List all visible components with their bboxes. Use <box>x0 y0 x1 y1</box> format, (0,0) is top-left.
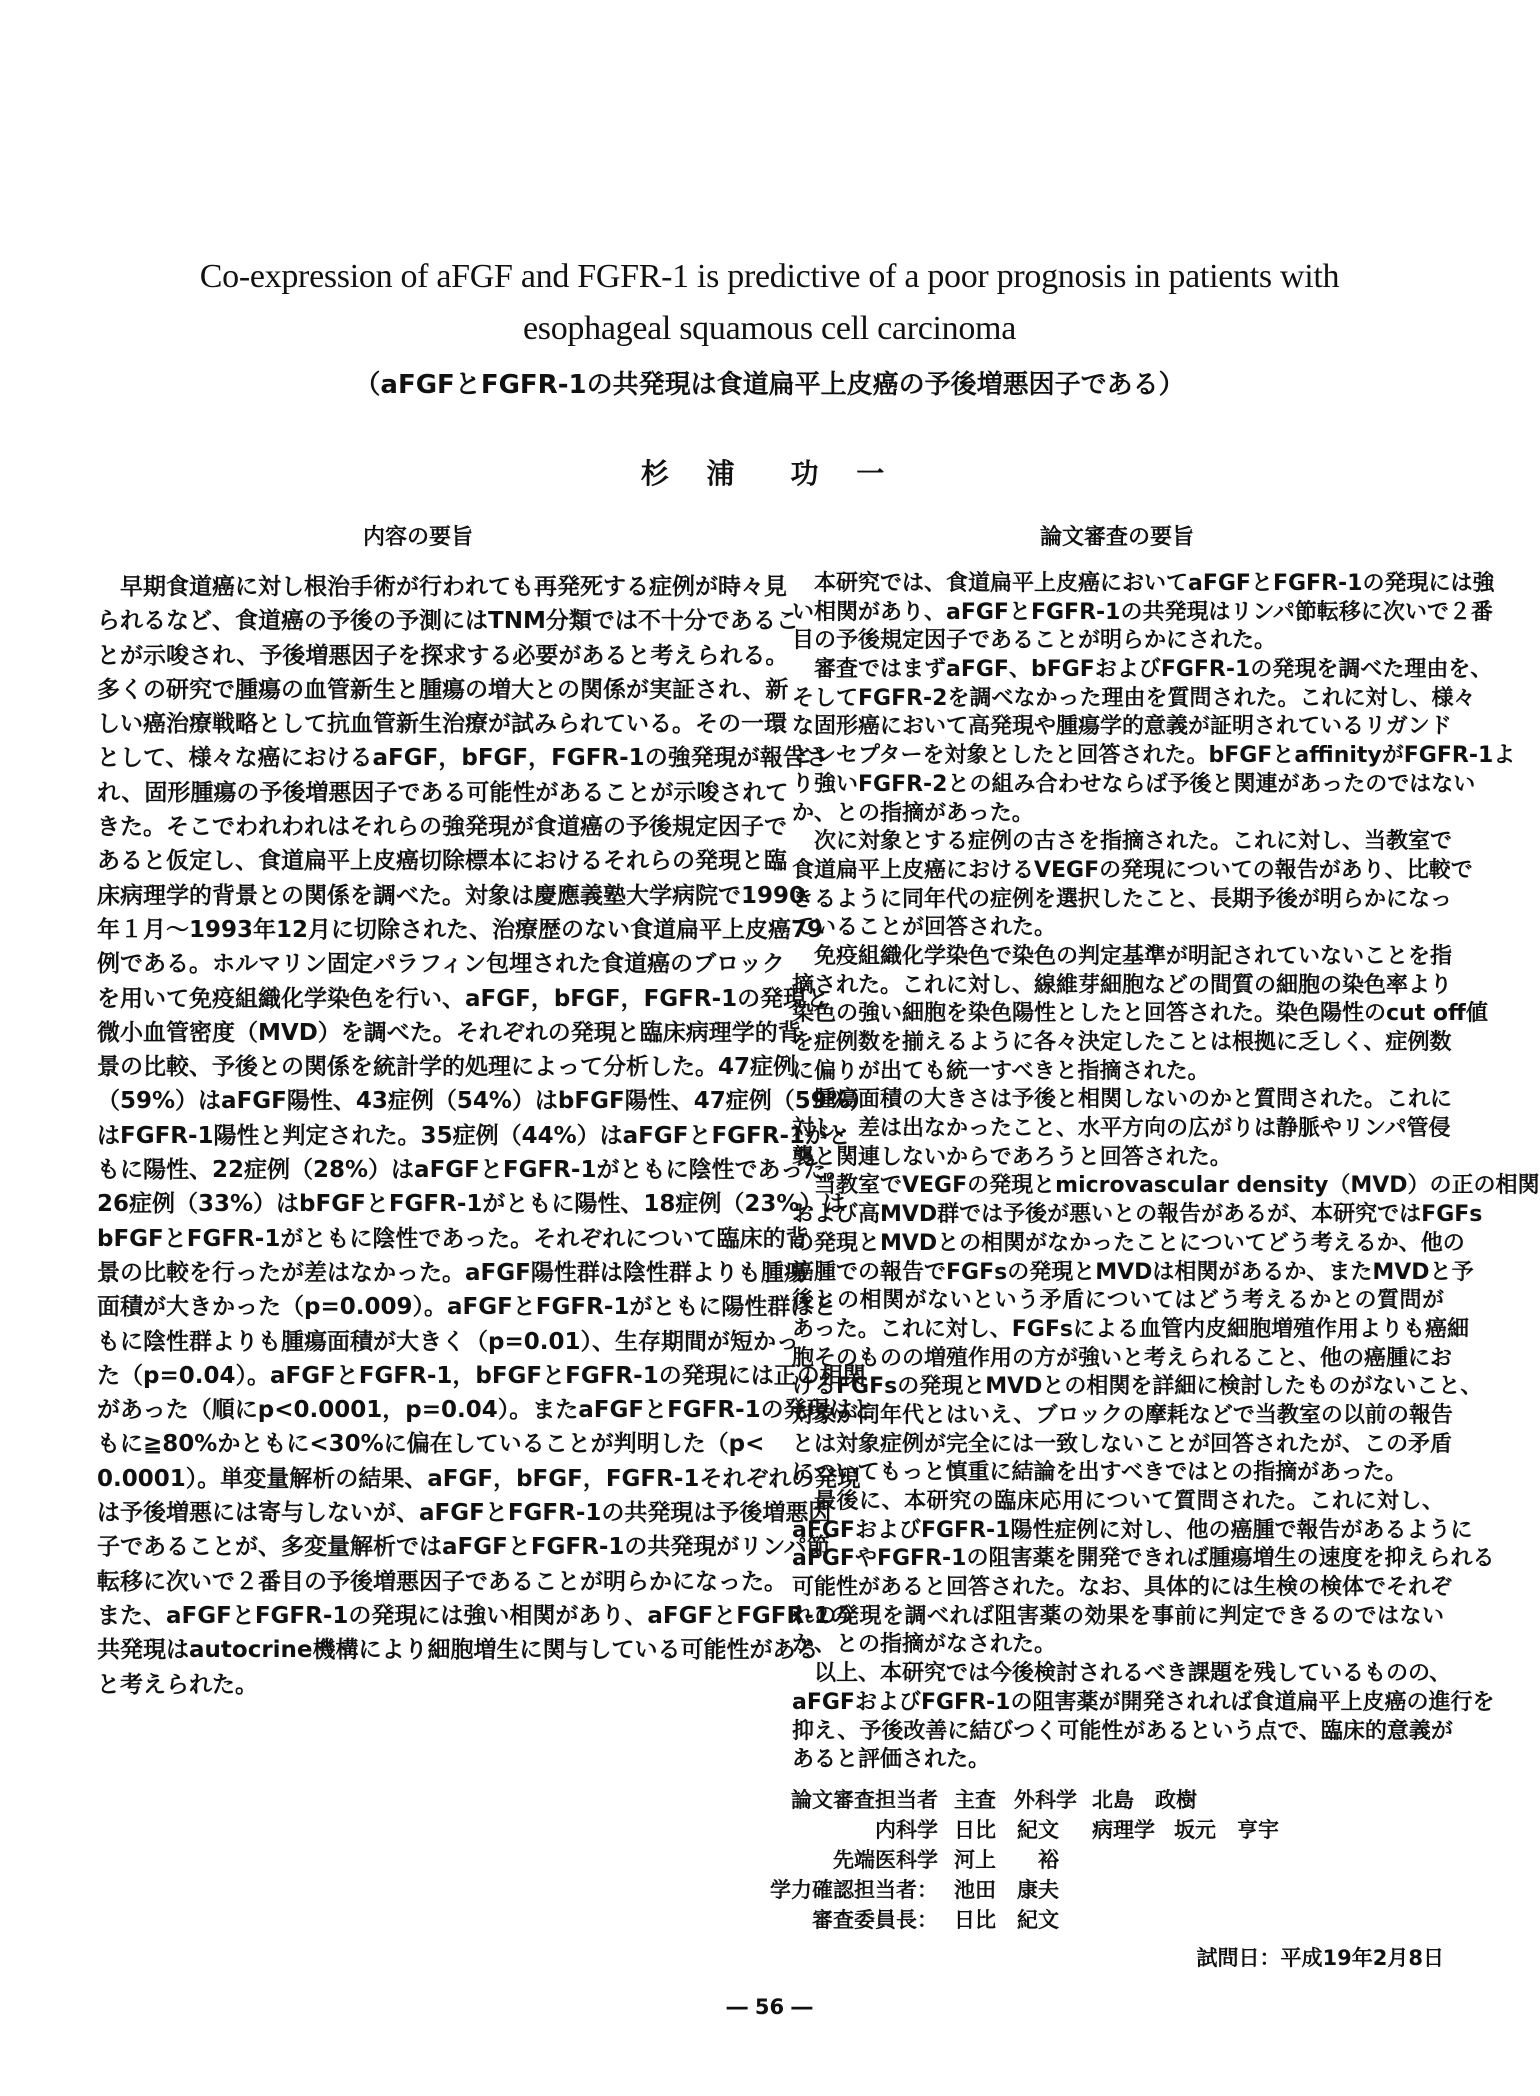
text-line: あると仮定し、食道扁平上皮癌切除標本におけるそれらの発現と臨 <box>97 848 787 875</box>
text-line: 胞そのものの増殖作用の方が強いと考えられること、他の癌腫にお <box>792 1345 1453 1371</box>
text-line: 微小血管密度（MVD）を調べた。それぞれの発現と臨床病理学的背 <box>97 1019 801 1046</box>
text-line: られるなど、食道癌の予後の予測にはTNM分類では不十分であるこ <box>97 608 799 635</box>
reviewer-name: 日比 紀文 <box>954 1908 1059 1932</box>
text-line: 転移に次いで２番目の予後増悪因子であることが明らかになった。 <box>97 1568 787 1595</box>
text-line: な固形癌において高発現や腫瘍学的意義が証明されているリガンド <box>792 714 1452 740</box>
text-line: 次に対象とする症例の古さを指摘された。これに対し、当教室で <box>814 829 1453 855</box>
text-line: を用いて免疫組織化学染色を行い、aFGF，bFGF，FGFR-1の発現と <box>97 985 830 1012</box>
text-line: そしてFGFR-2を調べなかった理由を質問された。これに対し、様々 <box>792 685 1476 711</box>
text-line: についてもっと慎重に結論を出すべきではとの指摘があった。 <box>792 1460 1407 1486</box>
text-line: きた。そこでわれわれはそれらの強発現が食道癌の予後規定因子で <box>97 814 787 841</box>
text-line: 景の比較を行ったが差はなかった。aFGF陽性群は陰性群よりも腫瘍 <box>97 1259 807 1286</box>
text-line: 面積が大きかった（p=0.009）。aFGFとFGFR-1がともに陽性群はと <box>97 1294 837 1321</box>
text-line: とレセプターを対象としたと回答された。bFGFとaffinityがFGFR-1よ <box>792 743 1516 769</box>
text-line: 早期食道癌に対し根治手術が行われても再発死する症例が時々見 <box>120 574 787 600</box>
text-line: として、様々な癌におけるaFGF，bFGF，FGFR-1の強発現が報告さ <box>97 745 829 772</box>
section-heading-summary: 内容の要旨 <box>362 525 473 550</box>
text-line: きるように同年代の症例を選択したこと、長期予後が明らかになっ <box>792 886 1453 912</box>
reviewer-name: 北島 政樹 <box>1092 1788 1197 1812</box>
reviewer-list <box>770 1786 1444 1936</box>
text-line: があった（順にp<0.0001，p=0.04）。またaFGFとFGFR-1の発現はと <box>97 1397 876 1424</box>
text-line: か、との指摘がなされた。 <box>792 1632 1057 1658</box>
text-line: 摘された。これに対し、線維芽細胞などの間質の細胞の染色率より <box>792 972 1453 998</box>
page-number: ― 56 ― <box>726 1995 813 2019</box>
text-line: 目の予後規定因子であることが明らかにされた。 <box>792 628 1277 654</box>
text-line: 染色の強い細胞を染色陽性としたと回答された。染色陽性のcut off値 <box>792 1001 1488 1027</box>
reviewer-name: 坂元 亨宇 <box>1174 1818 1279 1842</box>
text-line: もに陽性、22症例（28%）はaFGFとFGFR-1がともに陰性であった。 <box>97 1157 850 1184</box>
reviewer-label: 審査委員長： <box>812 1908 938 1932</box>
reviewer-label: 論文審査担当者 <box>791 1788 938 1812</box>
text-line: 抑え、予後改善に結びつく可能性があるという点で、臨床的意義が <box>792 1718 1453 1744</box>
text-line: は予後増悪には寄与しないが、aFGFとFGFR-1の共発現は予後増悪因 <box>97 1500 832 1527</box>
text-line: 年１月～1993年12月に切除された、治療歴のない食道扁平上皮癌79 <box>97 916 824 943</box>
text-line: 子であることが、多変量解析ではaFGFとFGFR-1の共発現がリンパ節 <box>97 1534 830 1561</box>
text-line: （59%）はaFGF陽性、43症例（54%）はbFGF陽性、47症例（59%） <box>97 1088 873 1115</box>
text-line: bFGFとFGFR-1がともに陰性であった。それぞれについて臨床的背 <box>97 1225 809 1252</box>
text-line: 0.0001）。単変量解析の結果、aFGF，bFGF，FGFR-1それぞれの発現 <box>97 1465 861 1492</box>
text-line: 癌腫での報告でFGFsの発現とMVDは相関があるか、またMVDと予 <box>792 1259 1474 1285</box>
text-line: 26症例（33%）はbFGFとFGFR-1がともに陽性、18症例（23%）は <box>97 1191 846 1218</box>
text-line: aFGFやFGFR-1の阻害薬を開発できれば腫瘍増生の速度を抑えられる <box>792 1546 1495 1572</box>
text-line: 腫瘍面積の大きさは予後と相関しないのかと質問された。これに <box>814 1087 1453 1113</box>
text-line: 当教室でVEGFの発現とmicrovascular density（MVD）の正の相関 <box>814 1173 1540 1199</box>
text-line: と考えられた。 <box>97 1671 258 1698</box>
text-line: 景の比較、予後との関係を統計学的処理によって分析した。47症例 <box>97 1054 797 1081</box>
reviewer-name: 河上 裕 <box>954 1848 1059 1872</box>
text-line: 共発現はautocrine機構により細胞増生に関与している可能性がある <box>97 1637 819 1664</box>
reviewer-row <box>792 1816 1444 1846</box>
text-line: aFGFおよびFGFR-1の阻害薬が開発されれば食道扁平上皮癌の進行を <box>792 1689 1495 1715</box>
text-line: 審査ではまずaFGF、bFGFおよびFGFR-1の発現を調べた理由を、 <box>814 657 1493 683</box>
text-line: 以上、本研究では今後検討されるべき課題を残しているものの、 <box>814 1661 1452 1687</box>
text-line: もに≧80%かともに<30%に偏在していることが判明した（p< <box>97 1431 765 1458</box>
text-line: けるFGFsの発現とMVDとの相関を詳細に検討したものがないこと、 <box>792 1374 1483 1400</box>
reviewer-dept: 外科学 <box>1014 1788 1077 1812</box>
text-line: および高MVD群では予後が悪いとの報告があるが、本研究ではFGFs <box>792 1202 1483 1228</box>
reviewer-label: 学力確認担当者： <box>770 1878 938 1902</box>
reviewer-label: 内科学 <box>875 1818 938 1842</box>
review-column <box>792 570 1540 1775</box>
text-line: た（p=0.04）。aFGFとFGFR-1，bFGFとFGFR-1の発現には正の相関 <box>97 1362 866 1389</box>
text-line: り強いFGFR-2との組み合わせならば予後と関連があったのではない <box>792 771 1476 797</box>
text-line: 多くの研究で腫瘍の血管新生と腫瘍の増大との関係が実証され、新 <box>97 676 789 703</box>
text-line: の発現とMVDとの相関がなかったことについてどう考えるか、他の <box>792 1230 1465 1256</box>
text-line: い相関があり、aFGFとFGFR-1の共発現はリンパ節転移に次いで２番 <box>792 599 1493 625</box>
text-line: 床病理学的背景との関係を調べた。対象は慶應義塾大学病院で1990 <box>97 882 806 909</box>
text-line: 最後に、本研究の臨床応用について質問された。これに対し、 <box>814 1489 1444 1514</box>
text-line: はFGFR-1陽性と判定された。35症例（44%）はaFGFとFGFR-1がと <box>97 1122 852 1149</box>
exam-date: 試問日：平成19年2月8日 <box>1196 1946 1444 1970</box>
reviewer-name: 池田 康夫 <box>954 1878 1059 1902</box>
text-line: れの発現を調べれば阻害薬の効果を事前に判定できるのではない <box>792 1603 1444 1629</box>
reviewer-name: 日比 紀文 <box>954 1818 1059 1842</box>
author-name: 杉 浦 功 一 <box>640 457 899 490</box>
text-line: あると評価された。 <box>792 1747 991 1773</box>
text-line: を症例数を揃えるように各々決定したことは根拠に乏しく、症例数 <box>792 1030 1452 1055</box>
text-line: 襲と関連しないからであろうと回答された。 <box>792 1144 1232 1170</box>
text-line: ていることが回答された。 <box>792 915 1057 941</box>
text-line: 対象が同年代とはいえ、ブロックの摩耗などで当教室の以前の報告 <box>792 1402 1453 1428</box>
section-heading-review: 論文審査の要旨 <box>1039 525 1194 550</box>
reviewer-dept: 病理学 <box>1092 1818 1155 1842</box>
reviewer-role: 主査 <box>954 1788 996 1812</box>
text-line: れ、固形腫瘍の予後増悪因子である可能性があることが示唆されて <box>97 779 789 806</box>
text-line: 例である。ホルマリン固定パラフィン包埋された食道癌のブロック <box>97 951 785 978</box>
text-line: に偏りが出ても統一すべきと指摘された。 <box>792 1058 1210 1084</box>
text-line: 食道扁平上皮癌におけるVEGFの発現についての報告があり、比較で <box>792 857 1473 883</box>
text-line: 免疫組織化学染色で染色の判定基準が明記されていないことを指 <box>814 943 1453 969</box>
text-line: 可能性があると回答された。なお、具体的には生検の検体でそれぞ <box>792 1575 1453 1601</box>
summary-column <box>97 570 876 1702</box>
text-line: もに陰性群よりも腫瘍面積が大きく（p=0.01）、生存期間が短かっ <box>97 1328 799 1355</box>
reviewer-label: 先端医科学 <box>833 1848 938 1872</box>
text-line: あった。これに対し、FGFsによる血管内皮細胞増殖作用よりも癌細 <box>792 1316 1469 1342</box>
text-line: しい癌治療戦略として抗血管新生治療が試みられている。その一環 <box>97 711 787 738</box>
text-line: 後との相関がないという矛盾についてはどう考えるかとの質問が <box>792 1288 1444 1314</box>
text-line: とが示唆され、予後増悪因子を探求する必要があると考えられる。 <box>97 642 789 669</box>
title-line-1: Co-expression of aFGF and FGFR-1 is predictive of a poor prognosis in patients with <box>199 258 1340 295</box>
title-line-2: esophageal squamous cell carcinoma <box>523 310 1016 347</box>
reviewer-row <box>770 1876 1444 1906</box>
text-line: とは対象症例が完全には一致しないことが回答されたが、この矛盾 <box>792 1431 1453 1457</box>
text-line: 対し、差は出なかったこと、水平方向の広がりは静脈やリンパ管侵 <box>792 1116 1451 1142</box>
japanese-subtitle: （aFGFとFGFR-1の共発現は食道扁平上皮癌の予後増悪因子である） <box>354 370 1185 400</box>
reviewer-row <box>792 1846 1444 1876</box>
text-line: か、との指摘があった。 <box>792 800 1034 826</box>
text-line: また、aFGFとFGFR-1の発現には強い相関があり、aFGFとFGFR-1の <box>97 1602 853 1629</box>
text-line: aFGFおよびFGFR-1陽性症例に対し、他の癌腫で報告があるように <box>792 1517 1473 1543</box>
reviewer-row <box>792 1786 1444 1816</box>
text-line: 本研究では、食道扁平上皮癌においてaFGFとFGFR-1の発現には強 <box>814 571 1495 596</box>
reviewer-row <box>792 1906 1444 1936</box>
